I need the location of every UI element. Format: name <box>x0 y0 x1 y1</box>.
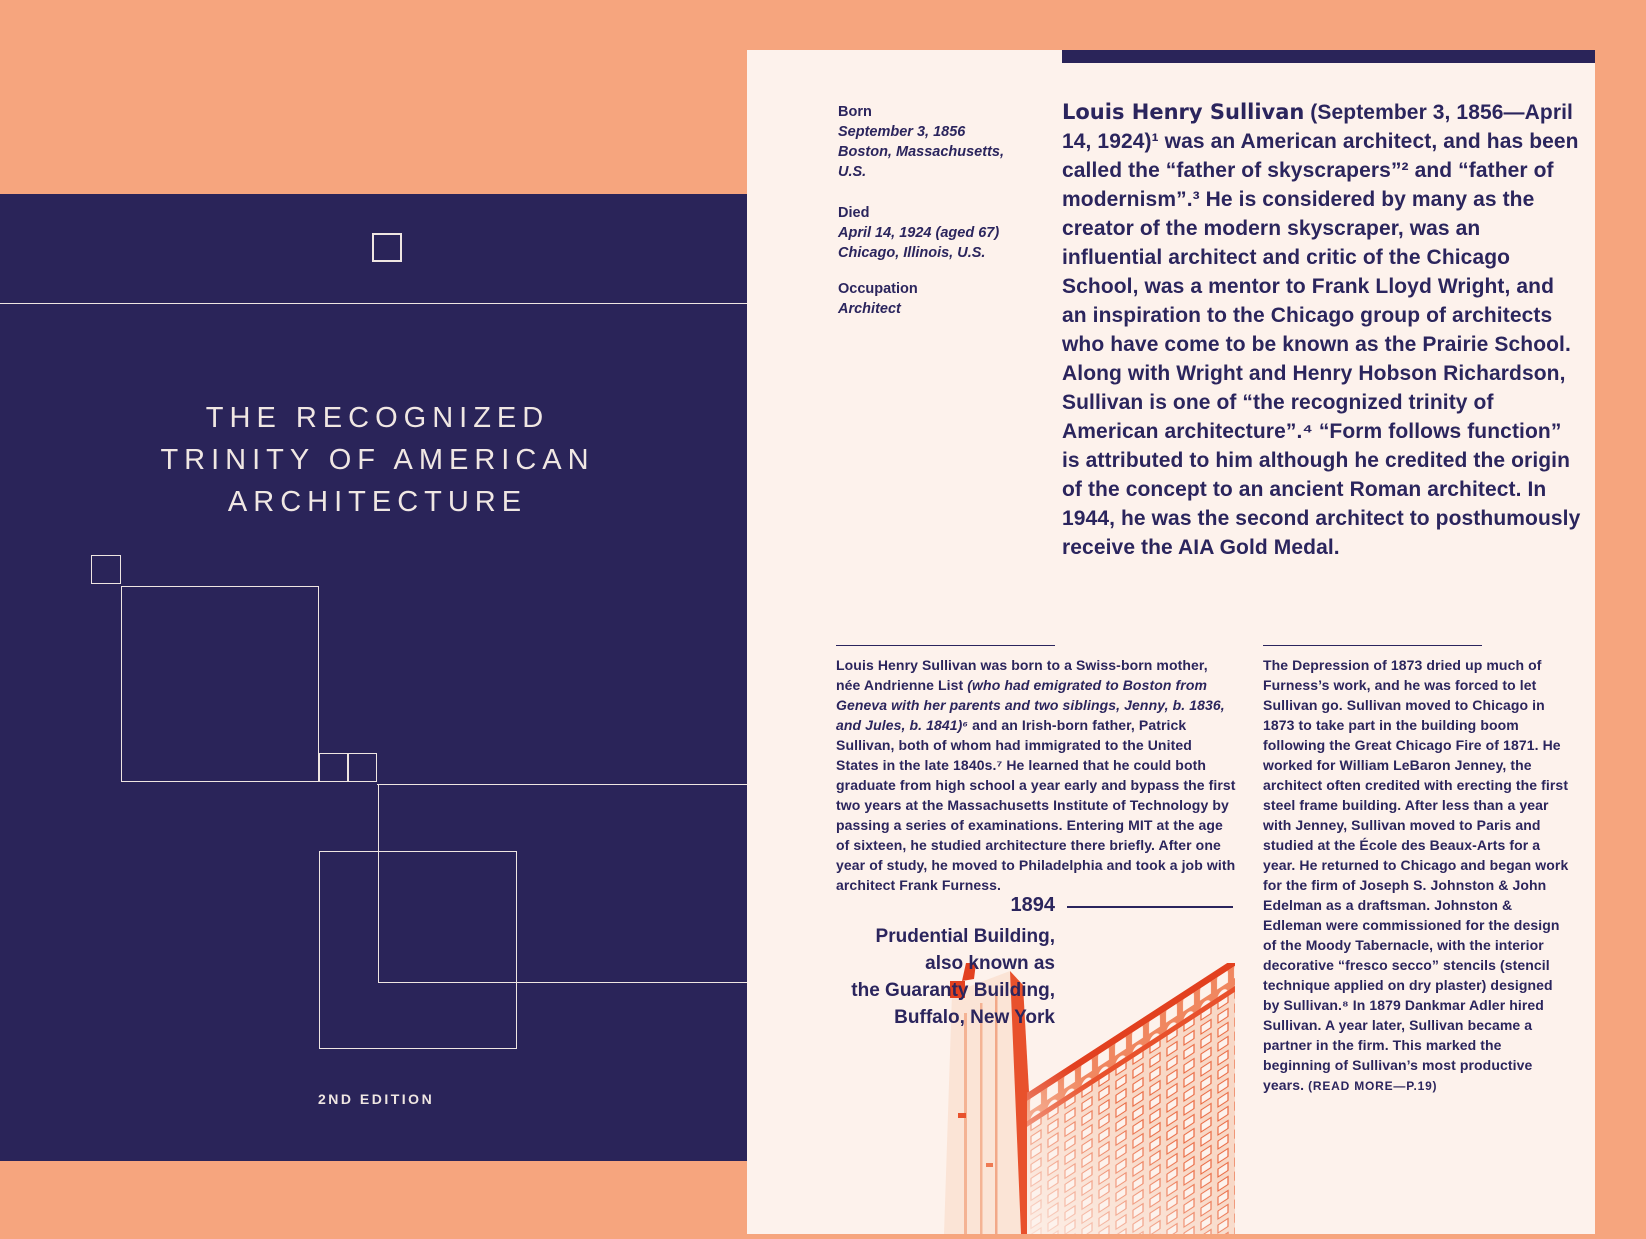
born-date: September 3, 1856 <box>838 124 966 140</box>
caption-line-3: the Guaranty Building, <box>851 980 1055 1001</box>
read-more-link[interactable]: (READ MORE—P.19) <box>1308 1079 1438 1093</box>
right-column-text: The Depression of 1873 dried up much of Furness’s work, and he was forced to let Sullivan go. Sullivan moved to Chicago in 1873 to take part in the building boom following the Great Chicago Fire of 1871. He worked for William LeBaron Jenney, the architect often credited with erecting the first steel frame building. After less than a year with Jenney, Sullivan moved to Paris and studied at the École des Beaux-Arts for a year. He returned to Chicago and began work for the firm of Joseph S. Johnston & John Edelman as a draftsman. Johnston & Edleman were commissioned for the design of the Moody Tabernacle, with the interior decorative “fresco secco” stencils (stencil technique applied on dry plaster) designed by Sullivan.⁸ In 1879 Dankmar Adler hired Sullivan. A year later, Sullivan became a partner in the firm. This marked the beginning of Sullivan’s most productive years. <box>1263 657 1569 1093</box>
edition-label: 2ND EDITION <box>318 1091 435 1107</box>
cover-square-motif-top <box>372 233 402 262</box>
born-place-2: U.S. <box>838 164 867 180</box>
subject-name: Louis Henry Sullivan <box>1062 100 1305 124</box>
cover-horizontal-rule <box>0 303 747 304</box>
timeline-year: 1894 <box>1010 894 1055 916</box>
caption-line-1: Prudential Building, <box>875 926 1055 947</box>
caption-line-4: Buffalo, New York <box>894 1007 1055 1028</box>
died-label: Died <box>838 205 870 221</box>
left-column-italic: (who had emigrated to Boston from Geneva with her parents and two siblings, Jenny, b. 1836, and Jules, b. 1841)⁶ <box>836 677 1225 733</box>
cover-line-a <box>377 784 747 785</box>
right-column-rule <box>1263 645 1482 646</box>
born-label: Born <box>838 104 872 120</box>
cover-square-motif-pair-2 <box>348 753 377 782</box>
lead-paragraph <box>1062 98 1582 562</box>
left-column-paragraph <box>836 655 1236 895</box>
died-place: Chicago, Illinois, U.S. <box>838 245 986 261</box>
cover-title-line-2: TRINITY OF AMERICAN <box>160 444 595 476</box>
left-column-rule <box>836 645 1055 646</box>
cover-square-motif-large <box>121 586 319 782</box>
page-header-bar <box>1062 50 1595 63</box>
cover-square-motif-bottom <box>319 851 517 1049</box>
caption-line-2: also known as <box>925 953 1055 974</box>
lead-text: (September 3, 1856—April 14, 1924)¹ was an American architect, and has been called the “father of skyscrapers”² and “father of modernism”.³ He is considered by many as the creator of the modern skyscraper, was an influential architect and critic of the Chicago School, was a mentor to Frank Lloyd Wright, and an inspiration to the Chicago group of architects who have come to be known as the Prairie School. Along with Wright and Henry Hobson Richardson, Sullivan is one of “the recognized trinity of American architecture”.⁴ “Form follows function” is attributed to him although he credited the origin of the concept to an ancient Roman architect. In 1944, he was the second architect to posthumously receive the AIA Gold Medal. <box>1062 101 1581 559</box>
occupation-value: Architect <box>838 301 901 317</box>
cover-square-motif-small <box>91 555 121 584</box>
article-page <box>747 50 1595 1234</box>
book-cover-panel <box>0 194 747 1161</box>
timeline-caption <box>807 893 1055 1031</box>
cover-title-line-3: ARCHITECTURE <box>227 486 528 518</box>
cover-title <box>0 397 747 523</box>
right-column-paragraph <box>1263 655 1569 1096</box>
infobox <box>838 102 1038 319</box>
timeline-year-rule <box>1067 906 1233 908</box>
cover-square-motif-pair-1 <box>319 753 348 782</box>
cover-title-line-1: THE RECOGNIZED <box>205 402 550 434</box>
born-place-1: Boston, Massachusetts, <box>838 144 1004 160</box>
left-column-part1: Louis Henry Sullivan was born to a Swiss-born mother, née Andrienne List <box>836 657 1208 693</box>
died-date: April 14, 1924 (aged 67) <box>838 225 1000 241</box>
left-column-part2: and an Irish-born father, Patrick Sullivan, both of whom had immigrated to the United States in the late 1840s.⁷ He learned that he could both graduate from high school a year early and bypass the first two years at the Massachusetts Institute of Technology by passing a series of examinations. Entering MIT at the age of sixteen, he studied architecture there briefly. After one year of study, he moved to Philadelphia and took a job with architect Frank Furness. <box>836 717 1236 893</box>
occupation-label: Occupation <box>838 281 918 297</box>
